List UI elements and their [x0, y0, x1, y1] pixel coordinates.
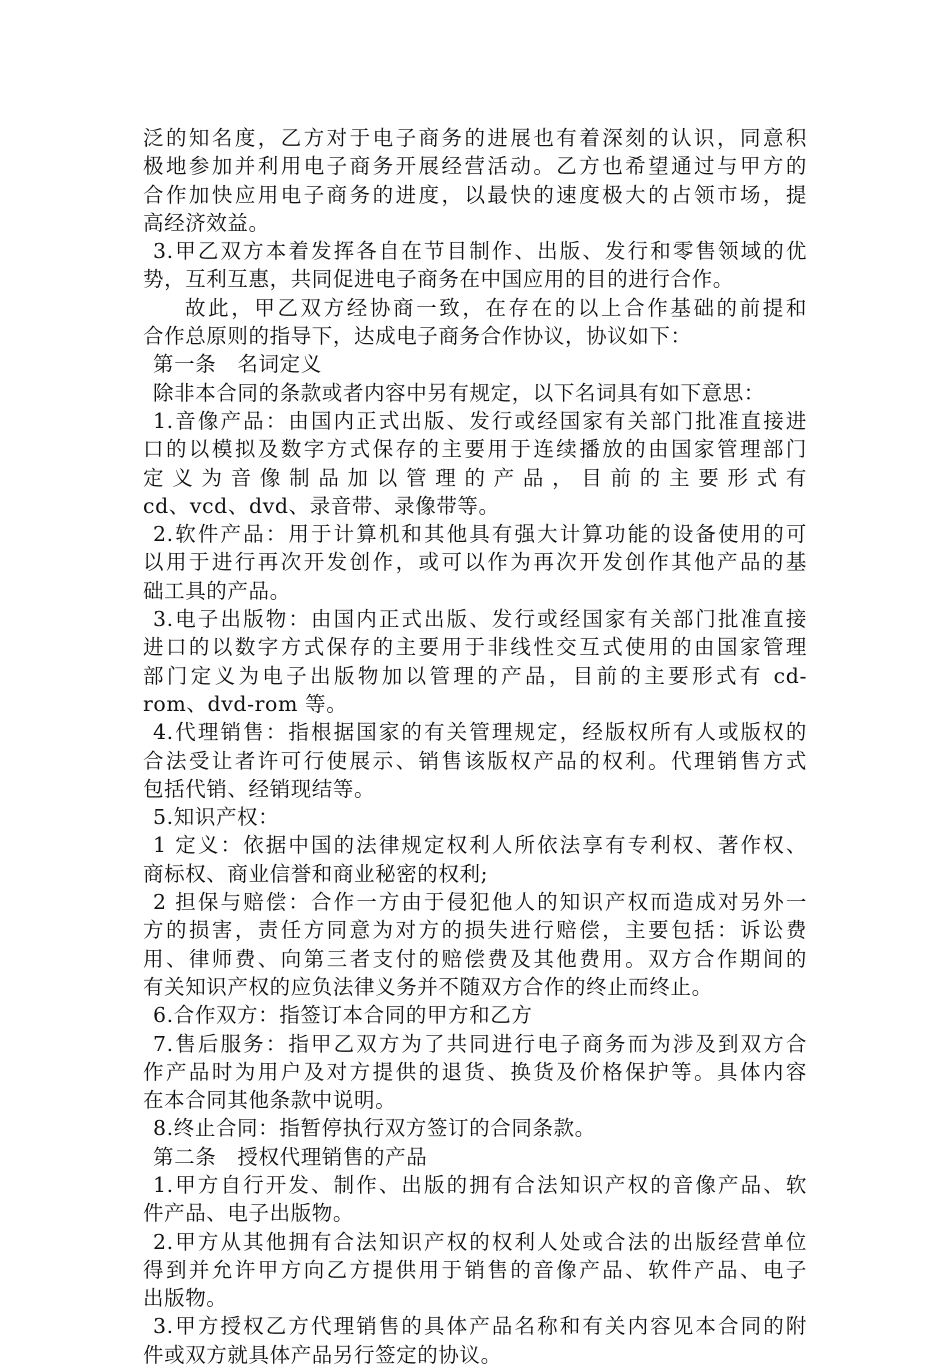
text-line: 出版物。 [143, 1286, 228, 1311]
text-line: 用、律师费、向第三者支付的赔偿费及其他费用。双方合作期间的 [143, 946, 807, 971]
text-line: 2.软件产品：用于计算机和其他具有强大计算功能的设备使用的可 [153, 522, 807, 547]
text-line: 3.甲方授权乙方代理销售的具体产品名称和有关内容见本合同的附 [153, 1314, 807, 1339]
text-line: cd、vcd、dvd、录音带、录像带等。 [143, 493, 500, 518]
text-line: 有关知识产权的应负法律义务并不随双方合作的终止而终止。 [143, 974, 713, 999]
text-line: 在本合同其他条款中说明。 [143, 1088, 397, 1113]
text-line: 7.售后服务：指甲乙双方为了共同进行电子商务而为涉及到双方合 [153, 1031, 807, 1056]
text-line: 势，互利互惠，共同促进电子商务在中国应用的目的进行合作。 [143, 267, 734, 292]
text-line: 件产品、电子出版物。 [143, 1201, 354, 1226]
text-line: 础工具的产品。 [143, 578, 291, 603]
text-line: 商标权、商业信誉和商业秘密的权利; [143, 861, 489, 886]
text-line: 5.知识产权： [153, 805, 280, 830]
text-line: 作产品时为用户及对方提供的退货、换货及价格保护等。具体内容 [143, 1059, 807, 1084]
text-line: 4.代理销售：指根据国家的有关管理规定，经版权所有人或版权的 [153, 720, 807, 745]
text-line: 合作加快应用电子商务的进度，以最快的速度极大的占领市场，提 [143, 182, 807, 207]
text-line: 1.音像产品：由国内正式出版、发行或经国家有关部门批准直接进 [153, 408, 807, 433]
text-line: 进口的以数字方式保存的主要用于非线性交互式使用的由国家管理 [143, 635, 807, 660]
text-line: 2.甲方从其他拥有合法知识产权的权利人处或合法的出版经营单位 [153, 1229, 807, 1254]
text-line: 件或双方就具体产品另行签定的协议。 [143, 1342, 502, 1367]
text-line: 1.甲方自行开发、制作、出版的拥有合法知识产权的音像产品、软 [153, 1172, 807, 1197]
text-line: 故此，甲乙双方经协商一致，在存在的以上合作基础的前提和 [185, 295, 807, 320]
text-line: 口的以模拟及数字方式保存的主要用于连续播放的由国家管理部门 [143, 437, 807, 462]
text-line: 第二条 授权代理销售的产品 [153, 1144, 428, 1169]
text-line: 2 担保与赔偿：合作一方由于侵犯他人的知识产权而造成对另外一 [153, 890, 807, 915]
text-line: 高经济效益。 [143, 210, 270, 235]
text-line: 包括代销、经销现结等。 [143, 776, 376, 801]
text-line: 以用于进行再次开发创作，或可以作为再次开发创作其他产品的基 [143, 550, 807, 575]
text-line: 极地参加并利用电子商务开展经营活动。乙方也希望通过与甲方的 [143, 154, 807, 179]
text-line: 1 定义：依据中国的法律规定权利人所依法享有专利权、著作权、 [153, 833, 807, 858]
text-line: 泛的知名度，乙方对于电子商务的进展也有着深刻的认识，同意积 [143, 126, 807, 150]
text-line: 合作总原则的指导下，达成电子商务合作协议，协议如下： [143, 324, 692, 349]
text-line: 合法受让者许可行使展示、销售该版权产品的权利。代理销售方式 [143, 748, 807, 773]
text-line: 部门定义为电子出版物加以管理的产品，目前的主要形式有 cd- [143, 663, 807, 688]
text-line: 3.电子出版物：由国内正式出版、发行或经国家有关部门批准直接 [153, 607, 807, 632]
text-line: 得到并允许甲方向乙方提供用于销售的音像产品、软件产品、电子 [143, 1257, 807, 1282]
text-line: 定义为音像制品加以管理的产品，目前的主要形式有 [143, 465, 807, 490]
document-body [143, 124, 807, 1369]
text-line: 8.终止合同：指暂停执行双方签订的合同条款。 [153, 1116, 596, 1141]
text-line: rom、dvd-rom 等。 [143, 691, 348, 716]
text-line: 除非本合同的条款或者内容中另有规定，以下名词具有如下意思： [153, 380, 765, 405]
text-line: 方的损害，责任方同意为对方的损失进行赔偿，主要包括：诉讼费 [143, 918, 807, 943]
text-line: 3.甲乙双方本着发挥各自在节目制作、出版、发行和零售领域的优 [153, 239, 807, 264]
text-line: 6.合作双方：指签订本合同的甲方和乙方 [153, 1003, 533, 1028]
text-line: 第一条 名词定义 [153, 352, 322, 377]
